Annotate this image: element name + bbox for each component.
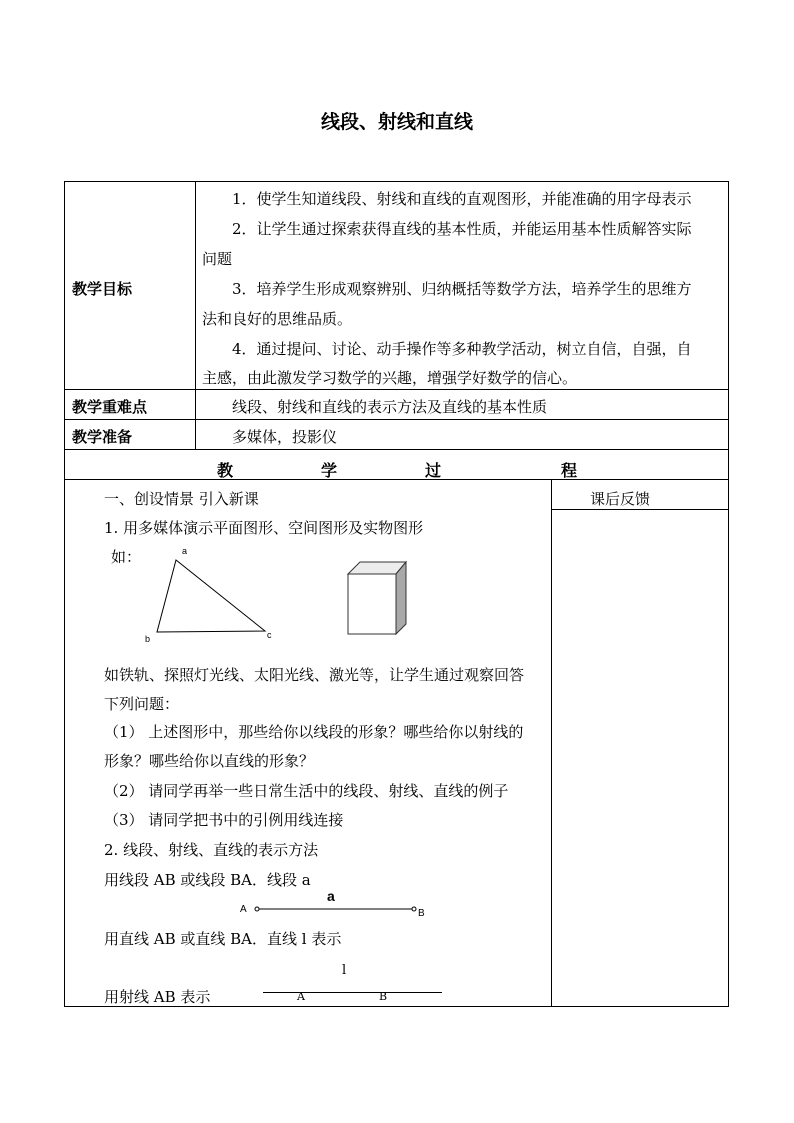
key-label: 教学重难点 [72, 398, 148, 416]
segment-text: 用线段 AB 或线段 BA．线段 a [104, 871, 311, 889]
feedback-label: 课后反馈 [590, 490, 651, 508]
question-2: （2） 请同学再举一些日常生活中的线段、射线、直线的例子 [104, 782, 509, 800]
prep-content: 多媒体，投影仪 [232, 428, 338, 446]
item-1: 1. 用多媒体演示平面图形、空间图形及实物图形 [104, 519, 424, 537]
goal-line: 2．让学生通过探索获得直线的基本性质，并能运用基本性质解答实际 [232, 220, 692, 238]
page-title: 线段、射线和直线 [320, 111, 473, 133]
paragraph: 下列问题： [104, 695, 180, 713]
question-1-cont: 形象？哪些给你以直线的形象？ [104, 752, 315, 770]
feedback-column-divider [551, 479, 552, 1007]
table-divider-goals [64, 389, 729, 390]
line-text: 用直线 AB 或直线 BA．直线 l 表示 [104, 930, 342, 948]
table-divider-prep [64, 449, 729, 450]
goal-line: 主感，由此激发学习数学的兴趣，增强学好数学的信心。 [202, 369, 578, 387]
goal-line: 4．通过提问、讨论、动手操作等多种教学活动，树立自信，自强，自 [232, 340, 692, 358]
process-heading-char: 教 [217, 461, 234, 480]
table-divider-process [64, 479, 729, 480]
segment-figure [250, 902, 420, 916]
item-2: 2. 线段、射线、直线的表示方法 [104, 841, 319, 859]
table-border-right [728, 181, 729, 1007]
triangle-label-a: a [182, 546, 188, 556]
table-border-left [64, 181, 65, 1007]
process-heading-char: 学 [321, 461, 338, 480]
goals-label: 教学目标 [72, 280, 133, 298]
goal-line: 3．培养学生形成观察辨别、归纳概括等数学方法，培养学生的思维方 [232, 280, 692, 298]
table-border-top [64, 181, 729, 182]
label-column-divider [195, 181, 196, 449]
goal-line: 1．使学生知道线段、射线和直线的直观图形，并能准确的用字母表示 [232, 190, 692, 208]
segment-label-B: B [418, 908, 425, 919]
ray-text: 用射线 AB 表示 [104, 988, 211, 1006]
line-label-l: l [342, 963, 347, 978]
process-heading-char: 过 [425, 461, 442, 480]
question-3: （3） 请同学把书中的引例用线连接 [104, 811, 344, 829]
cube-figure [340, 558, 412, 640]
segment-label-A: A [240, 904, 247, 915]
ray-label-B: B [379, 990, 388, 1003]
goal-line: 法和良好的思维品质。 [202, 310, 353, 328]
example-prefix: 如： [111, 548, 142, 566]
key-content: 线段、射线和直线的表示方法及直线的基本性质 [232, 398, 548, 416]
paragraph: 如铁轨、探照灯光线、太阳光线、激光等，让学生通过观察回答 [104, 666, 525, 684]
triangle-figure [140, 545, 280, 645]
triangle-label-c: c [267, 630, 272, 640]
table-divider-key [64, 419, 729, 420]
section-heading: 一、创设情景 引入新课 [104, 490, 259, 508]
segment-label-a: a [327, 888, 335, 904]
ray-label-A: A [297, 990, 305, 1003]
goal-line: 问题 [202, 250, 233, 268]
ray-line [263, 992, 442, 993]
triangle-label-b: b [145, 634, 151, 644]
prep-label: 教学准备 [72, 428, 133, 446]
process-heading-char: 程 [561, 461, 578, 480]
question-1: （1） 上述图形中，那些给你以线段的形象？哪些给你以射线的 [104, 723, 524, 741]
